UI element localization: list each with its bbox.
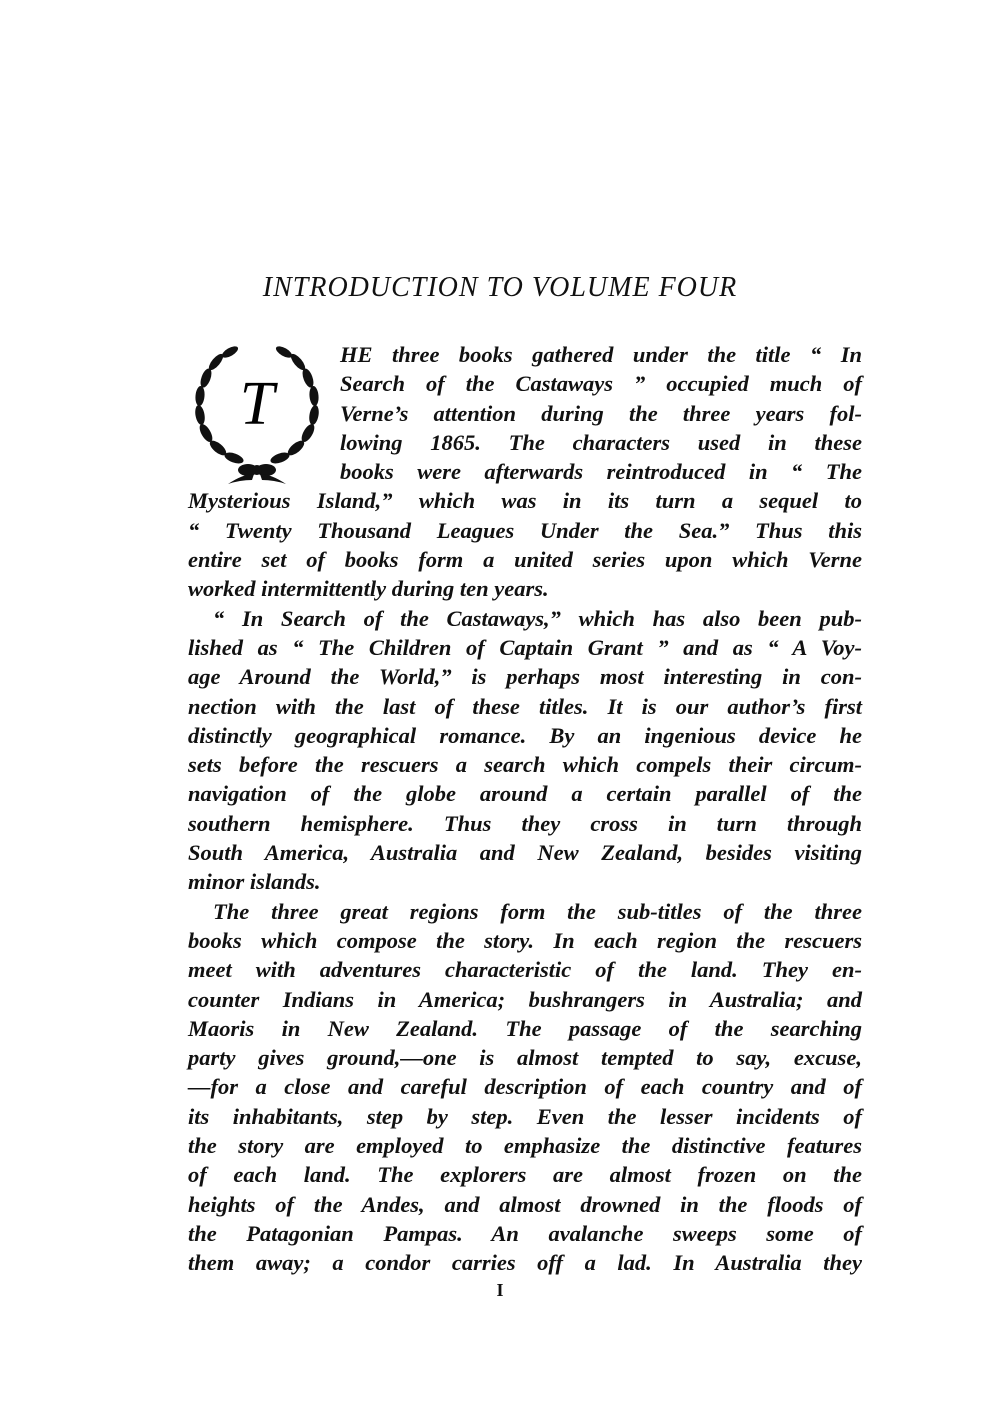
text-line: lowing 1865. The characters used in these: [340, 429, 862, 455]
body-text: [188, 340, 862, 1278]
text-line: heights of the Andes, and almost drowned in the floods of: [188, 1191, 862, 1217]
paragraph: [188, 340, 862, 604]
paragraph: [188, 897, 862, 1278]
text-line: Verne’s attention during the three years fol-: [340, 400, 862, 426]
text-line: navigation of the globe around a certain parallel of the: [188, 781, 862, 807]
text-line: worked intermittently during ten years.: [188, 576, 549, 602]
text-line: counter Indians in America; bushrangers in Australia; and: [188, 986, 862, 1012]
text-line: “ In Search of the Castaways,” which has also been pub-: [213, 605, 862, 631]
text-line: “ Twenty Thousand Leagues Under the Sea.” Thus this: [188, 517, 862, 543]
text-line: entire set of books form a united series upon which Verne: [188, 547, 862, 573]
text-line: meet with adventures characteristic of the land. They en-: [188, 957, 862, 983]
text-line: Search of the Castaways ” occupied much of: [340, 371, 862, 397]
paragraph: [188, 604, 862, 897]
text-line: them away; a condor carries off a lad. In Australia they: [188, 1250, 862, 1276]
text-line: books were afterwards reintroduced in “ The: [340, 459, 862, 485]
text-line: of each land. The explorers are almost frozen on the: [188, 1162, 862, 1188]
drop-cap-letter: T: [239, 370, 275, 438]
text-line: southern hemisphere. Thus they cross in turn through: [188, 810, 862, 836]
text-line: age Around the World,” is perhaps most interesting in con-: [188, 664, 862, 690]
text-line: HE three books gathered under the title “ In: [340, 342, 862, 367]
text-line: South America, Australia and New Zealand, besides visiting: [188, 840, 862, 866]
text-line: —for a close and careful description of each country and of: [188, 1074, 862, 1100]
page-number: I: [496, 1280, 504, 1300]
text-line: Mysterious Island,” which was in its turn a sequel to: [188, 488, 862, 514]
text-line: sets before the rescuers a search which compels their circum-: [188, 752, 862, 778]
text-line: books which compose the story. In each region the rescuers: [188, 927, 862, 953]
text-line: its inhabitants, step by step. Even the lesser incidents of: [188, 1103, 862, 1129]
text-line: Maoris in New Zealand. The passage of the searching: [188, 1015, 862, 1041]
text-line: the Patagonian Pampas. An avalanche sweeps some of: [188, 1220, 862, 1246]
text-line: lished as “ The Children of Captain Grant ” and as “ A Voy-: [188, 634, 862, 660]
text-line: distinctly geographical romance. By an ingenious device he: [188, 722, 862, 748]
text-line: party gives ground,—one is almost tempted to say, excuse,: [188, 1045, 862, 1071]
text-line: minor islands.: [188, 869, 321, 895]
page-title: INTRODUCTION TO VOLUME FOUR: [262, 272, 738, 303]
text-line: The three great regions form the sub-titles of the three: [213, 898, 862, 924]
text-line: nection with the last of these titles. It is our author’s first: [188, 693, 862, 719]
text-line: the story are employed to emphasize the distinctive features: [188, 1133, 862, 1159]
